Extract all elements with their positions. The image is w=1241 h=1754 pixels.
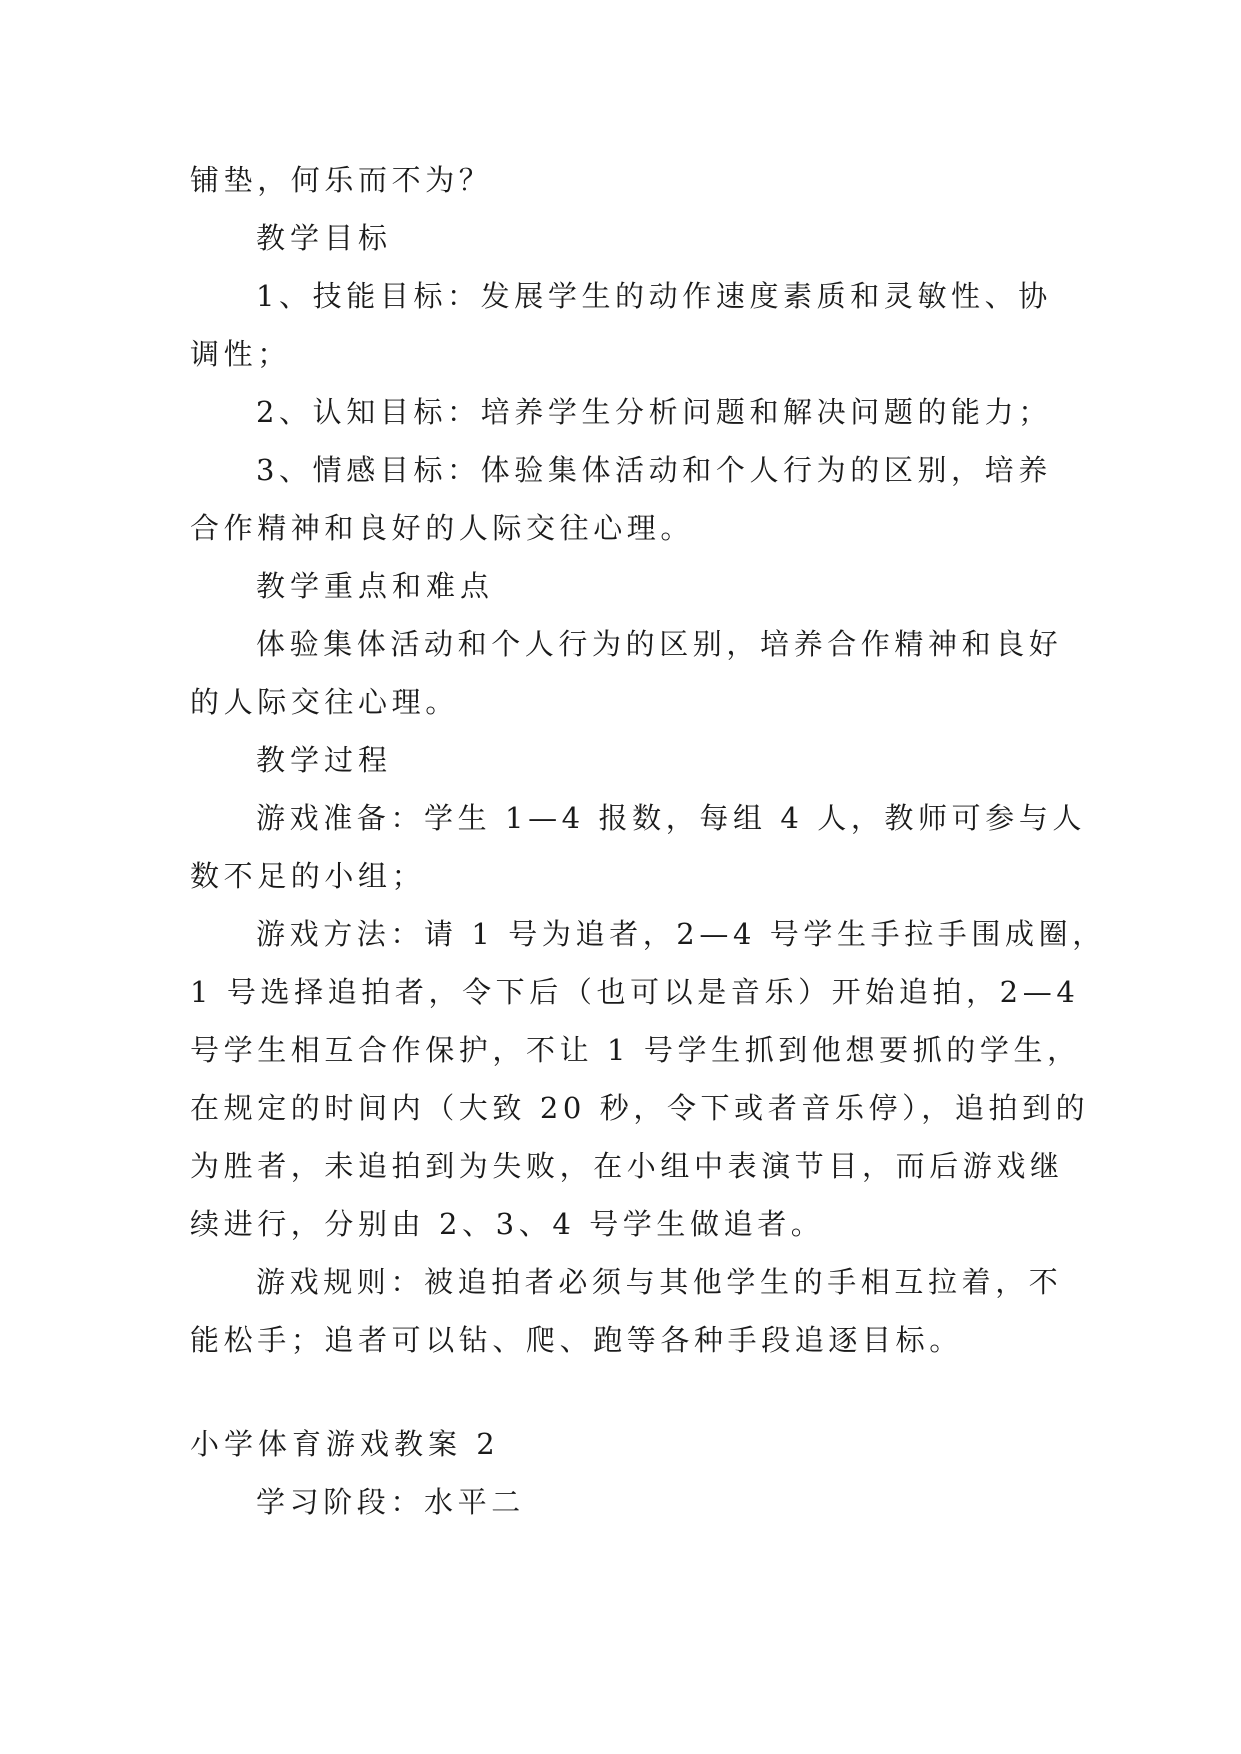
- goal-emotional-line-1: 3、情感目标：体验集体活动和个人行为的区别，培养: [256, 453, 1052, 487]
- goal-cognitive: 2、认知目标：培养学生分析问题和解决问题的能力；: [256, 395, 1052, 429]
- game-method-line-1: 游戏方法：请 1 号为追者，2—4 号学生手拉手围成圈，: [256, 917, 1106, 951]
- game-method-line-5: 为胜者，未追拍到为失败，在小组中表演节目，而后游戏继: [190, 1149, 1064, 1183]
- learning-stage: 学习阶段：水平二: [256, 1485, 525, 1519]
- game-rules-line-1: 游戏规则：被追拍者必须与其他学生的手相互拉着，不: [256, 1265, 1063, 1299]
- key-points-line-2: 的人际交往心理。: [190, 685, 459, 719]
- goal-skill-line-1: 1、技能目标：发展学生的动作速度素质和灵敏性、协: [256, 279, 1052, 313]
- paragraph-continuation: 铺垫，何乐而不为？: [190, 163, 493, 197]
- game-method-line-6: 续进行，分别由 2、3、4 号学生做追者。: [190, 1207, 825, 1241]
- game-method-line-2: 1 号选择追拍者，令下后（也可以是音乐）开始追拍，2—4: [190, 975, 1080, 1009]
- section-heading-process: 教学过程: [256, 743, 393, 777]
- game-rules-line-2: 能松手；追者可以钻、爬、跑等各种手段追逐目标。: [190, 1323, 963, 1357]
- section-heading-key-points: 教学重点和难点: [256, 569, 495, 603]
- lesson-plan-title-2: 小学体育游戏教案 2: [190, 1427, 500, 1461]
- key-points-line-1: 体验集体活动和个人行为的区别，培养合作精神和良好: [256, 627, 1063, 661]
- goal-skill-line-2: 调性；: [190, 337, 291, 371]
- section-heading-teaching-goals: 教学目标: [256, 221, 393, 255]
- game-prep-line-2: 数不足的小组；: [190, 859, 426, 893]
- game-method-line-4: 在规定的时间内（大致 20 秒，令下或者音乐停），追拍到的: [190, 1091, 1090, 1125]
- game-method-line-3: 号学生相互合作保护，不让 1 号学生抓到他想要抓的学生，: [190, 1033, 1081, 1067]
- game-prep-line-1: 游戏准备：学生 1—4 报数，每组 4 人，教师可参与人: [256, 801, 1087, 835]
- goal-emotional-line-2: 合作精神和良好的人际交往心理。: [190, 511, 695, 545]
